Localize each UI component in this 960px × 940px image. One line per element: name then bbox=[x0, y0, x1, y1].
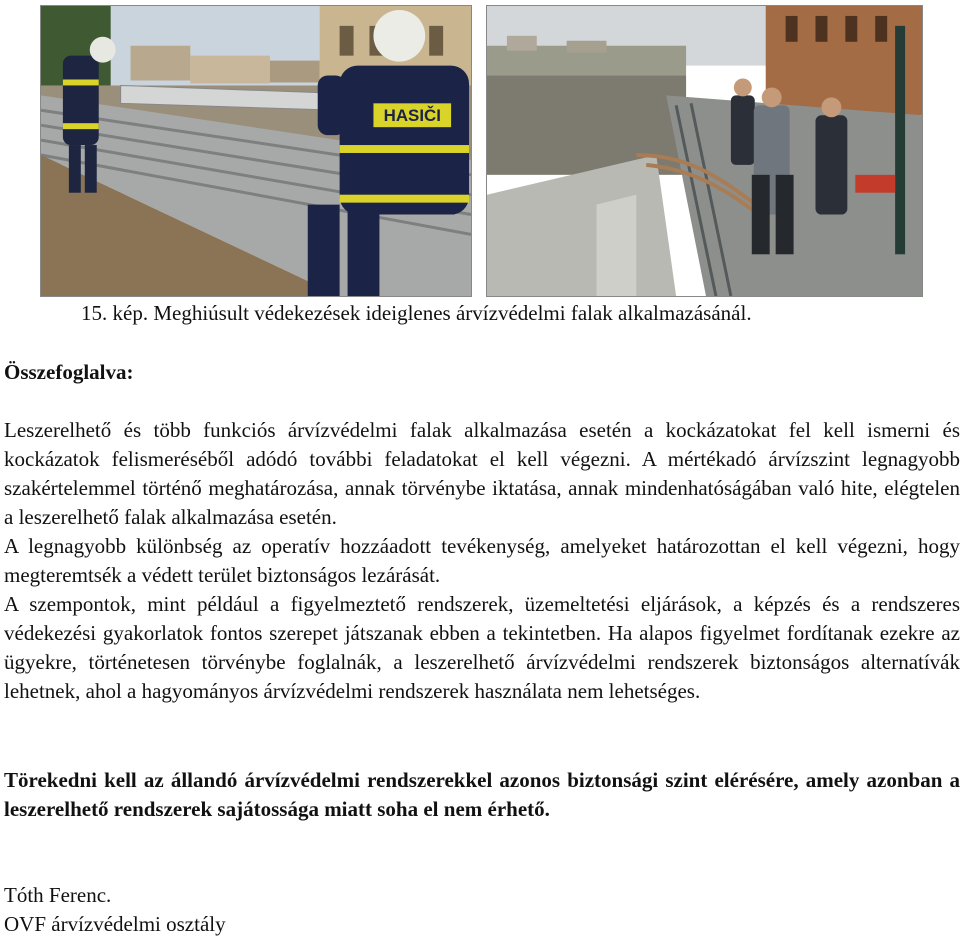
author-name: Tóth Ferenc. bbox=[4, 883, 112, 907]
paragraph-3: A szempontok, mint például a figyelmeztető rendszerek, üzemeltetési eljárások, a képzés és a rendszeres védekezési gyakorlatok fontos szerepet játszanak ebben a tekintetben. Ha alapos figyelmet fordítanak ezekre az ügyekre, történetesen törvénybe foglalnák, a leszerelhető árvízvédelmi rendszerek biztonságos alternatívák lehetnek, ahol a hagyományos árvízvédelmi rendszerek használata nem lehetséges. bbox=[4, 592, 960, 703]
body-text bbox=[4, 416, 960, 706]
photo-illustration-right bbox=[487, 6, 922, 296]
figure-caption: 15. kép. Meghiúsult védekezések ideiglenes árvízvédelmi falak alkalmazásánál. bbox=[81, 301, 752, 325]
photo-illustration-left bbox=[41, 6, 471, 296]
section-heading: Összefoglalva: bbox=[4, 360, 134, 384]
paragraph-1: Leszerelhető és több funkciós árvízvédelmi falak alkalmazása esetén a kockázatokat fel kell ismerni és kockázatok felismeréséből adódó további feladatokat el kell végezni. A mértékadó árvízszint legnagyobb szakértelemmel történő meghatározása, annak törvénybe iktatása, annak mindenhatóságában való hite, elégtelen a leszerelhető falak alkalmazása esetén. bbox=[4, 418, 960, 529]
flooded-embankment-pumps-photo bbox=[486, 5, 923, 297]
paragraph-2: A legnagyobb különbség az operatív hozzáadott tevékenység, amelyeket határozottan el kell végezni, hogy megteremtsék a védett terület biztonságos lezárását. bbox=[4, 534, 960, 587]
firefighters-flood-wall-photo bbox=[40, 5, 472, 297]
conclusion-text: Törekedni kell az állandó árvízvédelmi rendszerekkel azonos biztonsági szint elérésére, amely azonban a leszerelhető rendszerek sajátossága miatt soha el nem érhető. bbox=[4, 768, 960, 821]
signature-block bbox=[4, 881, 226, 939]
author-department: OVF árvízvédelmi osztály bbox=[4, 912, 226, 936]
vest-label: HASIČI bbox=[383, 106, 441, 126]
